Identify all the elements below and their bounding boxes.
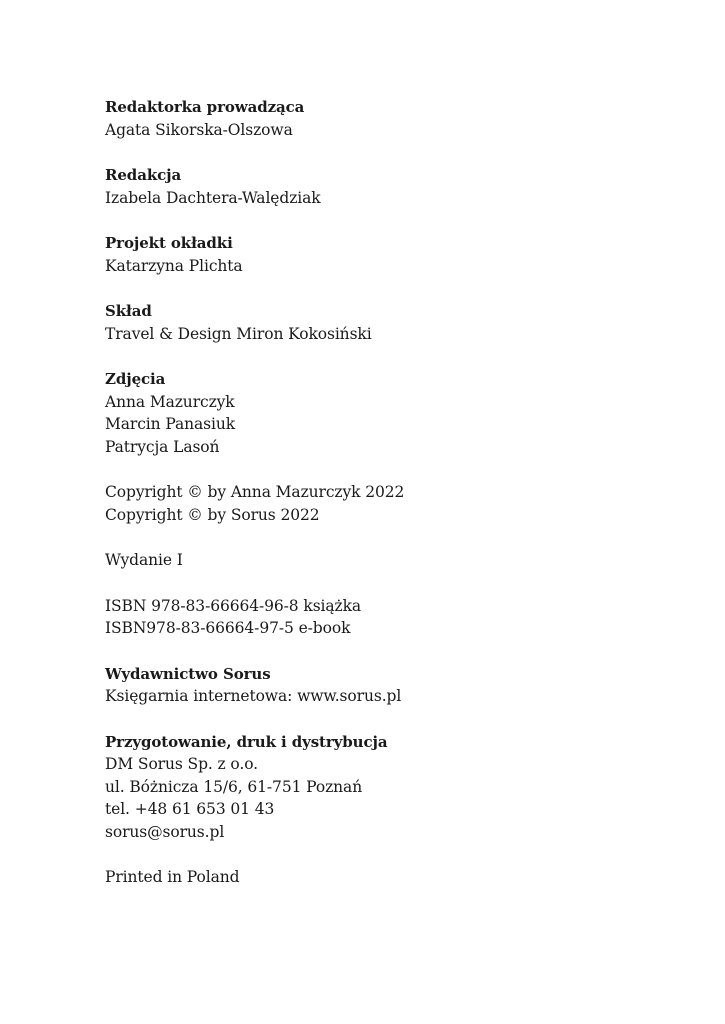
isbn-block	[105, 595, 665, 640]
isbn-line: ISBN 978-83-66664-96-8 książka	[105, 596, 362, 615]
distribution-heading: Przygotowanie, druk i dystrybucja	[105, 732, 388, 751]
editing-name: Izabela Dachtera-Walędziak	[105, 188, 321, 207]
distribution-email: sorus@sorus.pl	[105, 822, 225, 841]
editing-block	[105, 164, 665, 209]
footer-block	[105, 866, 665, 889]
cover-heading: Projekt okładki	[105, 234, 233, 252]
edition-text: Wydanie I	[105, 551, 183, 569]
typesetting-heading: Skład	[105, 302, 152, 320]
distribution-company: DM Sorus Sp. z o.o.	[105, 755, 259, 773]
lead-editor-name: Agata Sikorska-Olszowa	[105, 120, 293, 139]
imprint-page	[105, 96, 665, 912]
photos-name: Anna Mazurczyk	[105, 392, 235, 411]
cover-name: Katarzyna Plichta	[105, 256, 243, 275]
typesetting-block	[105, 300, 665, 345]
printed-in-text: Printed in Poland	[105, 868, 240, 886]
copyright-block	[105, 481, 665, 526]
cover-block	[105, 232, 665, 277]
publisher-block	[105, 663, 665, 708]
distribution-block	[105, 731, 665, 844]
editing-heading: Redakcja	[105, 166, 182, 184]
copyright-line: Copyright © by Anna Mazurczyk 2022	[105, 483, 405, 501]
edition-block	[105, 549, 665, 572]
lead-editor-block	[105, 96, 665, 141]
typesetting-name: Travel & Design Miron Kokosiński	[105, 324, 372, 343]
publisher-bookstore: Księgarnia internetowa: www.sorus.pl	[105, 687, 402, 705]
photos-heading: Zdjęcia	[105, 370, 166, 388]
distribution-address: ul. Bóżnicza 15/6, 61-751 Poznań	[105, 777, 363, 796]
distribution-phone: tel. +48 61 653 01 43	[105, 800, 275, 818]
isbn-line: ISBN978-83-66664-97-5 e-book	[105, 619, 351, 637]
photos-name: Marcin Panasiuk	[105, 415, 236, 433]
publisher-heading: Wydawnictwo Sorus	[105, 664, 271, 683]
photos-name: Patrycja Lasoń	[105, 437, 220, 456]
lead-editor-heading: Redaktorka prowadząca	[105, 98, 305, 116]
photos-block	[105, 368, 665, 458]
copyright-line: Copyright © by Sorus 2022	[105, 505, 320, 524]
